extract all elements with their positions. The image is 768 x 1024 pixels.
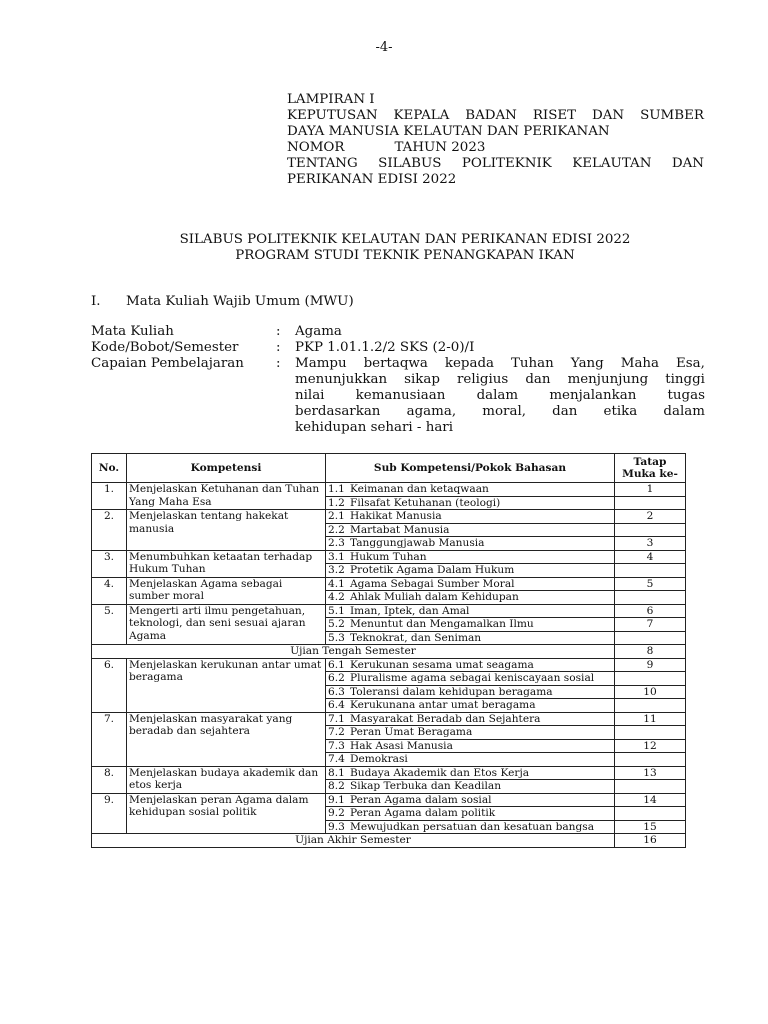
capaian-text <box>295 356 705 436</box>
lampiran-line-1 <box>287 108 704 124</box>
sub-text: Keimanan dan ketaqwaan <box>350 483 489 495</box>
table-row <box>92 604 686 618</box>
exam-row <box>92 645 686 659</box>
tahun-label: TAHUN 2023 <box>394 140 486 155</box>
table-row <box>92 793 686 807</box>
tatap-muka-cell <box>615 631 686 645</box>
sub-number: 6.3 <box>328 685 345 698</box>
capaian-line <box>295 404 705 420</box>
capaian-word: kemanusiaan <box>355 388 446 403</box>
sub-text: Iman, Iptek, dan Amal <box>350 604 470 617</box>
sub-number: 2.3 <box>328 537 345 549</box>
row-number: 3. <box>92 550 127 577</box>
tatap-muka-cell <box>615 699 686 713</box>
sub-number: 3.1 <box>328 550 345 563</box>
capaian-line <box>295 372 705 388</box>
capaian-word: moral, <box>482 404 526 419</box>
table-row <box>92 550 686 564</box>
lampiran-word: BADAN <box>465 108 517 123</box>
row-number: 7. <box>92 712 127 766</box>
capaian-word: tinggi <box>665 372 705 387</box>
table-row <box>92 712 686 726</box>
header-tatap-muka: Tatap Muka ke- <box>615 454 686 483</box>
capaian-word: dan <box>552 404 578 419</box>
sub-number: 8.1 <box>328 766 345 779</box>
capaian-word: Yang <box>570 356 604 371</box>
sub-number: 3.2 <box>328 564 345 576</box>
row-number: 9. <box>92 793 127 834</box>
sub-kompetensi-cell <box>326 739 615 753</box>
sub-number: 5.1 <box>328 604 345 617</box>
tatap-muka-cell: 3 <box>615 537 686 551</box>
info-label-kode: Kode/Bobot/Semester <box>91 340 239 355</box>
capaian-word: religius <box>457 372 509 387</box>
table-row <box>92 766 686 780</box>
sub-text: Demokrasi <box>350 753 408 765</box>
tatap-muka-cell: 14 <box>615 793 686 807</box>
capaian-word: dalam <box>663 404 705 419</box>
tatap-muka-cell <box>615 726 686 740</box>
exam-row <box>92 834 686 848</box>
capaian-word: kepada <box>444 356 494 371</box>
table-row <box>92 510 686 524</box>
lampiran-line-2: DAYA MANUSIA KELAUTAN DAN PERIKANAN <box>287 124 610 139</box>
row-number: 8. <box>92 766 127 793</box>
sub-text: Hukum Tuhan <box>350 550 427 563</box>
lampiran-word: KELAUTAN <box>572 156 652 171</box>
sub-text: Budaya Akademik dan Etos Kerja <box>350 766 530 779</box>
page-number: -4- <box>375 40 393 55</box>
capaian-word: Maha <box>620 356 660 371</box>
sub-text: Pluralisme agama sebagai keniscayaan sosial <box>350 672 595 684</box>
sub-number: 1.1 <box>328 483 345 495</box>
capaian-word: tugas <box>667 388 705 403</box>
tatap-muka-cell <box>615 753 686 767</box>
sub-number: 9.3 <box>328 820 345 833</box>
sub-number: 7.4 <box>328 753 345 765</box>
sub-kompetensi-cell <box>326 523 615 537</box>
tatap-muka-cell: 7 <box>615 618 686 632</box>
info-label-mata-kuliah: Mata Kuliah <box>91 324 174 339</box>
tatap-muka-cell: 4 <box>615 550 686 564</box>
sub-kompetensi-cell <box>326 483 615 497</box>
sub-text: Hakikat Manusia <box>350 510 442 522</box>
capaian-word: Esa, <box>676 356 705 371</box>
lampiran-nomor <box>287 140 704 156</box>
sub-text: Kerukunana antar umat beragama <box>350 699 536 711</box>
lampiran-line-4 <box>287 156 704 172</box>
capaian-word: sikap <box>404 372 440 387</box>
kompetensi-cell: Menjelaskan budaya akademik dan etos kerja <box>127 766 326 793</box>
capaian-line <box>295 420 705 436</box>
kompetensi-cell: Menjelaskan Agama sebagai sumber moral <box>127 577 326 604</box>
sub-text: Kerukunan sesama umat seagama <box>350 658 534 671</box>
kompetensi-cell: Mengerti arti ilmu pengetahuan, teknologi, dan seni sesuai ajaran Agama <box>127 604 326 645</box>
sub-number: 1.2 <box>328 496 345 509</box>
sub-kompetensi-cell <box>326 685 615 699</box>
sub-number: 5.3 <box>328 631 345 644</box>
sub-text: Peran Umat Beragama <box>350 726 473 738</box>
sub-text: Agama Sebagai Sumber Moral <box>350 577 515 590</box>
capaian-word: menunjukkan <box>295 372 388 387</box>
tatap-muka-cell <box>615 496 686 510</box>
table-row <box>92 483 686 497</box>
sub-kompetensi-cell <box>326 699 615 713</box>
tatap-muka-cell: 5 <box>615 577 686 591</box>
sub-kompetensi-cell <box>326 604 615 618</box>
sub-number: 6.2 <box>328 672 345 684</box>
sub-text: Protetik Agama Dalam Hukum <box>350 564 515 576</box>
document-subtitle: PROGRAM STUDI TEKNIK PENANGKAPAN IKAN <box>235 248 575 263</box>
row-number: 5. <box>92 604 127 645</box>
lampiran-word: DAN <box>592 108 625 123</box>
sub-number: 5.2 <box>328 618 345 630</box>
sub-text: Masyarakat Beradab dan Sejahtera <box>350 712 541 725</box>
tatap-muka-cell <box>615 807 686 821</box>
capaian-line <box>295 356 705 372</box>
info-value-mata-kuliah: Agama <box>295 324 342 339</box>
capaian-word: etika <box>603 404 638 419</box>
lampiran-word: TENTANG <box>287 156 358 171</box>
syllabus-table <box>91 453 686 848</box>
info-sep: : <box>276 324 281 339</box>
kompetensi-cell: Menjelaskan peran Agama dalam kehidupan sosial politik <box>127 793 326 834</box>
sub-kompetensi-cell <box>326 793 615 807</box>
sub-kompetensi-cell <box>326 618 615 632</box>
sub-kompetensi-cell <box>326 672 615 686</box>
sub-number: 2.1 <box>328 510 345 522</box>
sub-number: 7.1 <box>328 712 345 725</box>
info-label-capaian: Capaian Pembelajaran <box>91 356 244 371</box>
sub-number: 9.2 <box>328 807 345 819</box>
lampiran-word: POLITEKNIK <box>461 156 552 171</box>
sub-kompetensi-cell <box>326 780 615 794</box>
sub-kompetensi-cell <box>326 807 615 821</box>
exam-label: Ujian Tengah Semester <box>92 645 615 659</box>
sub-kompetensi-cell <box>326 537 615 551</box>
sub-text: Peran Agama dalam sosial <box>350 793 492 806</box>
section-number: I. <box>91 294 101 309</box>
sub-kompetensi-cell <box>326 564 615 578</box>
tatap-muka-cell: 6 <box>615 604 686 618</box>
lampiran-label: LAMPIRAN I <box>287 92 375 107</box>
capaian-line <box>295 388 705 404</box>
tatap-muka-cell: 16 <box>615 834 686 848</box>
tatap-muka-cell: 2 <box>615 510 686 524</box>
sub-number: 7.2 <box>328 726 345 738</box>
capaian-word: dalam <box>476 388 519 403</box>
sub-number: 6.1 <box>328 658 345 671</box>
tatap-muka-cell <box>615 780 686 794</box>
sub-text: Peran Agama dalam politik <box>350 807 496 819</box>
sub-number: 7.3 <box>328 739 345 752</box>
info-sep: : <box>276 340 281 355</box>
sub-kompetensi-cell <box>326 631 615 645</box>
sub-number: 2.2 <box>328 523 345 536</box>
sub-kompetensi-cell <box>326 658 615 672</box>
row-number: 2. <box>92 510 127 551</box>
kompetensi-cell: Menjelaskan Ketuhanan dan Tuhan Yang Maha Esa <box>127 483 326 510</box>
capaian-word: agama, <box>406 404 457 419</box>
row-number: 4. <box>92 577 127 604</box>
capaian-word: dan <box>525 372 551 387</box>
sub-text: Ahlak Muliah dalam Kehidupan <box>350 591 519 603</box>
document-title: SILABUS POLITEKNIK KELAUTAN DAN PERIKANAN EDISI 2022 <box>179 232 631 247</box>
sub-text: Menuntut dan Mengamalkan Ilmu <box>350 618 534 630</box>
sub-text: Sikap Terbuka dan Keadilan <box>350 780 502 792</box>
capaian-word: menjalankan <box>549 388 637 403</box>
sub-text: Mewujudkan persatuan dan kesatuan bangsa <box>350 820 595 833</box>
kompetensi-cell: Menjelaskan kerukunan antar umat beragama <box>127 658 326 712</box>
lampiran-word: SUMBER <box>640 108 704 123</box>
lampiran-word: SILABUS <box>378 156 442 171</box>
sub-number: 4.1 <box>328 577 345 590</box>
sub-kompetensi-cell <box>326 577 615 591</box>
exam-label: Ujian Akhir Semester <box>92 834 615 848</box>
capaian-word: menjunjung <box>567 372 649 387</box>
table-header-row <box>92 454 686 483</box>
table-row <box>92 658 686 672</box>
sub-kompetensi-cell <box>326 766 615 780</box>
sub-kompetensi-cell <box>326 820 615 834</box>
sub-text: Tanggungjawab Manusia <box>350 537 485 549</box>
header-kompetensi: Kompetensi <box>127 454 326 483</box>
capaian-word: Mampu <box>295 356 347 371</box>
lampiran-line-5: PERIKANAN EDISI 2022 <box>287 172 457 187</box>
tatap-muka-cell: 15 <box>615 820 686 834</box>
sub-kompetensi-cell <box>326 726 615 740</box>
lampiran-word: DAN <box>671 156 704 171</box>
sub-text: Teknokrat, dan Seniman <box>350 631 482 644</box>
sub-number: 4.2 <box>328 591 345 603</box>
kompetensi-cell: Menumbuhkan ketaatan terhadap Hukum Tuhan <box>127 550 326 577</box>
tatap-muka-cell <box>615 564 686 578</box>
capaian-word: Tuhan <box>510 356 554 371</box>
sub-text: Toleransi dalam kehidupan beragama <box>350 685 553 698</box>
tatap-muka-cell <box>615 672 686 686</box>
sub-text: Filsafat Ketuhanan (teologi) <box>350 496 501 509</box>
kompetensi-cell: Menjelaskan tentang hakekat manusia <box>127 510 326 551</box>
sub-kompetensi-cell <box>326 550 615 564</box>
sub-text: Martabat Manusia <box>350 523 450 536</box>
info-sep: : <box>276 356 281 371</box>
lampiran-word: KEPALA <box>393 108 450 123</box>
row-number: 6. <box>92 658 127 712</box>
sub-kompetensi-cell <box>326 510 615 524</box>
nomor-label: NOMOR <box>287 140 345 155</box>
sub-text: Hak Asasi Manusia <box>350 739 453 752</box>
tatap-muka-cell: 9 <box>615 658 686 672</box>
lampiran-word: RISET <box>532 108 577 123</box>
sub-kompetensi-cell <box>326 712 615 726</box>
sub-number: 6.4 <box>328 699 345 711</box>
sub-kompetensi-cell <box>326 753 615 767</box>
info-value-kode: PKP 1.01.1.2/2 SKS (2-0)/I <box>295 340 475 355</box>
section-title: Mata Kuliah Wajib Umum (MWU) <box>126 294 354 309</box>
header-sub-kompetensi: Sub Kompetensi/Pokok Bahasan <box>326 454 615 483</box>
sub-kompetensi-cell <box>326 591 615 605</box>
sub-number: 8.2 <box>328 780 345 792</box>
capaian-word: nilai <box>295 388 325 403</box>
tatap-muka-cell: 1 <box>615 483 686 497</box>
table-row <box>92 577 686 591</box>
lampiran-header <box>287 92 704 188</box>
tatap-muka-cell: 11 <box>615 712 686 726</box>
tatap-muka-cell: 8 <box>615 645 686 659</box>
header-no: No. <box>92 454 127 483</box>
tatap-muka-cell: 10 <box>615 685 686 699</box>
kompetensi-cell: Menjelaskan masyarakat yang beradab dan sejahtera <box>127 712 326 766</box>
capaian-word: kehidupan sehari - hari <box>295 420 453 435</box>
sub-number: 9.1 <box>328 793 345 806</box>
tatap-muka-cell <box>615 523 686 537</box>
tatap-muka-cell <box>615 591 686 605</box>
tatap-muka-cell: 13 <box>615 766 686 780</box>
lampiran-word: KEPUTUSAN <box>287 108 378 123</box>
sub-kompetensi-cell <box>326 496 615 510</box>
capaian-word: bertaqwa <box>363 356 428 371</box>
capaian-word: berdasarkan <box>295 404 381 419</box>
tatap-muka-cell: 12 <box>615 739 686 753</box>
row-number: 1. <box>92 483 127 510</box>
